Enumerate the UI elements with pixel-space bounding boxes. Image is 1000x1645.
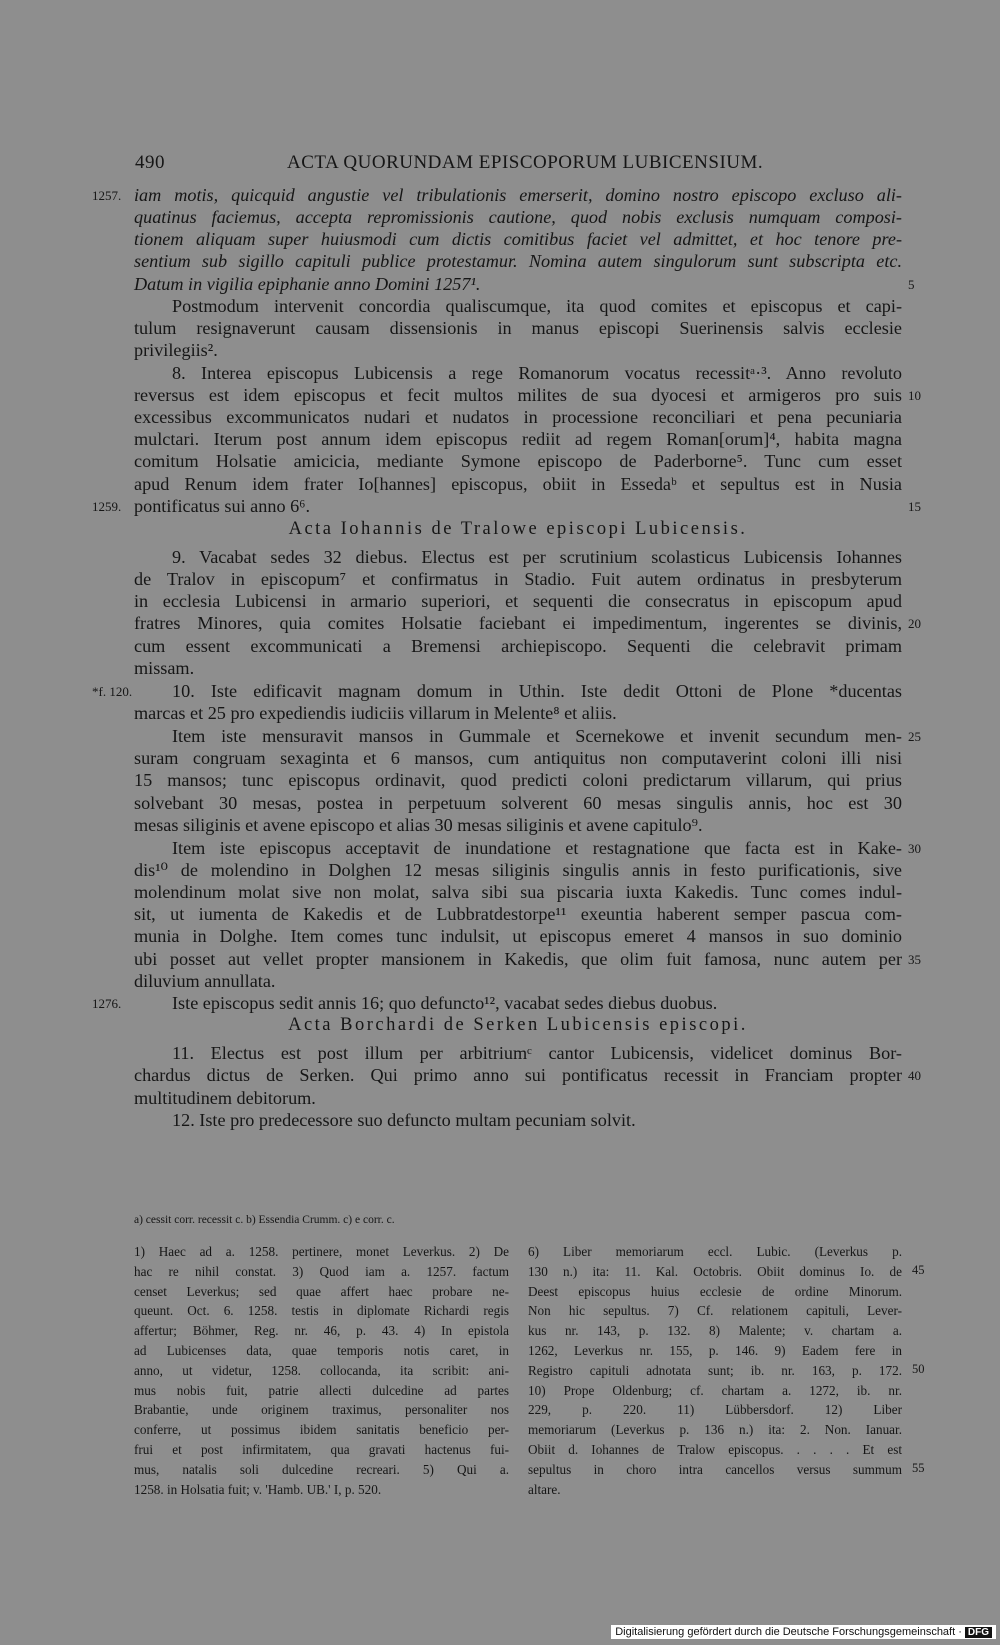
- text-line: sentium sub sigillo capituli publice protestamur. Nomina autem singulorum sunt subscripta etc.: [134, 251, 902, 271]
- text-line: 9. Vacabat sedes 32 diebus. Electus est per scrutinium scolasticus Lubicensis Iohannes: [172, 547, 902, 567]
- running-title: ACTA QUORUNDAM EPISCOPORUM LUBICENSIUM.: [287, 152, 764, 173]
- year-margin-note: *f. 120.: [92, 684, 133, 699]
- text-line: in ecclesia Lubicensi in armario superiori, et sequenti die consecratus in episcopum apud: [134, 591, 902, 611]
- footnote-line: Brabantie, unde originem traximus, personaliter nos: [134, 1402, 509, 1418]
- footnote-line: 1258. in Holsatia fuit; v. 'Hamb. UB.' I, p. 520.: [134, 1481, 382, 1497]
- footnote-line: sepultus in choro intra cancellos versus summum: [528, 1461, 902, 1477]
- footnote-line: mus nobis fuit, patrie allecti dulcedine ad partes: [134, 1382, 509, 1398]
- text-line: missam.: [134, 658, 195, 678]
- footnote-line: queunt. Oct. 6. 1258. testis in diplomate Richardi regis: [134, 1303, 509, 1319]
- text-line: ubi posset aut vellet propter mansionem in Kakedis, que olim fuit famosa, nunc autem per: [134, 949, 902, 969]
- line-number: 35: [908, 952, 921, 967]
- text-line: Datum in vigilia epiphanie anno Domini 1257¹.: [134, 274, 481, 294]
- footnote-line: 6) Liber memoriarum eccl. Lubic. (Leverkus p.: [528, 1244, 902, 1259]
- text-line: iam motis, quicquid angustie vel tribulationis emerserit, domino nostro episcopo excluso ali-: [134, 185, 902, 205]
- footnote-line: conferre, ut possimus ibidem sanitatis beneficio per-: [134, 1422, 509, 1438]
- footnote-line: Obiit d. Iohannes de Tralow episcopus. . . . . Et est: [528, 1441, 902, 1457]
- text-line: de Tralov in episcopum⁷ et confirmatus in Stadio. Fuit autem ordinatus in presbyterum: [134, 569, 902, 589]
- footnote-line: altare.: [528, 1481, 561, 1497]
- footnote-line: censet Leverkus; sed quae affert haec probare ne-: [134, 1283, 509, 1299]
- section-heading: Acta Iohannis de Tralowe episcopi Lubicensis.: [288, 519, 748, 539]
- text-line: privilegiis².: [134, 340, 218, 360]
- text-line: reversus est idem episcopus et fecit multos milites de sua dyocesi et armigeros pro suis: [134, 385, 902, 405]
- footnote-line: mus, natalis soli dulcedine recreari. 5) Qui a.: [134, 1461, 509, 1477]
- text-line: diluvium annullata.: [134, 971, 276, 991]
- footnote-line: 229, p. 220. 11) Lübbersdorf. 12) Liber: [528, 1402, 902, 1418]
- critical-apparatus: a) cessit corr. recessit c. b) Essendia Crumm. c) e corr. c.: [134, 1214, 395, 1226]
- line-number: 30: [908, 841, 921, 856]
- footnote-line: frui et post infirmitatem, qua gravati hactenus fui-: [134, 1441, 509, 1457]
- footnote-line: ad Lubicenses data, quae temporis notis caret, in: [134, 1342, 509, 1358]
- text-line: 12. Iste pro predecessore suo defuncto multam pecuniam solvit.: [172, 1110, 636, 1130]
- footnote-line: kus nr. 143, p. 132. 8) Malente; v. chartam a.: [528, 1323, 902, 1339]
- footnote-line: Non hic sepultus. 7) Cf. relationem capituli, Lever-: [528, 1303, 902, 1319]
- text-line: cum essent excommunicati a Bremensi archiepiscopo. Sequenti die celebravit primam: [134, 636, 902, 656]
- year-margin-note: 1257.: [92, 188, 122, 203]
- text-line: Item iste mensuravit mansos in Gummale et Scernekowe et invenit secundum men-: [172, 726, 902, 746]
- text-line: mulctari. Iterum post annum idem episcopus rediit ad regem Roman[orum]⁴, habita magna: [134, 429, 902, 449]
- text-line: mesas siliginis et avene episcopo et alias 30 mesas siliginis et avene capitulo⁹.: [134, 815, 703, 835]
- text-line: excessibus excommunicatos nudari et nudatos in processione reconciliari et pena pecuniaria: [134, 407, 902, 427]
- footnote-line: Registro capituli adnotata sunt; ib. nr. 163, p. 172.: [528, 1362, 902, 1378]
- dfg-logo: DFG: [965, 1627, 992, 1638]
- text-line: 15 mansos; tunc episcopus ordinavit, quod predicti coloni predictarum villarum, qui prius: [134, 770, 902, 790]
- footnote-line: hac re nihil constat. 3) Quod iam a. 1257. factum: [134, 1263, 509, 1279]
- text-line: munia in Dolghe. Item comes tunc indulsit, ut episcopus emeret 4 mansos in suo dominio: [134, 926, 902, 946]
- text-line: 11. Electus est post illum per arbitriumᶜ cantor Lubicensis, videlicet dominus Bor-: [172, 1043, 902, 1063]
- text-line: chardus dictus de Serken. Qui primo anno sui pontificatus recessit in Franciam propter: [134, 1065, 902, 1085]
- text-line: quatinus faciemus, accepta repromissionis cautione, quod nobis exclusis numquam composi-: [134, 207, 902, 227]
- line-number: 15: [908, 499, 921, 514]
- footer-text: Digitalisierung gefördert durch die Deutsche Forschungsgemeinschaft ·: [615, 1626, 962, 1638]
- text-line: solvebant 30 mesas, postea in perpetuum solverent 60 mesas singulis annis, hoc est 30: [134, 793, 902, 813]
- footnote-line: 1) Haec ad a. 1258. pertinere, monet Leverkus. 2) De: [134, 1244, 509, 1259]
- text-line: pontificatus sui anno 6⁶.: [134, 496, 311, 516]
- footnotes-left-column: [134, 1242, 509, 1499]
- year-margin-note: 1276.: [92, 996, 122, 1011]
- text-line: comitum Holsatie amicicia, mediante Symone episcopo de Paderborne⁵. Tunc cum esset: [134, 451, 902, 471]
- text-line: tionem aliquam super huiusmodi cum dictis comitibus faciet vel admittet, et hoc tenore pre-: [134, 229, 902, 249]
- text-line: dis¹⁰ de molendino in Dolghen 12 mesas siliginis singulis annis in festo purificationis, sive: [134, 860, 902, 880]
- line-number: 5: [908, 277, 915, 292]
- text-line: molendinum molat sive non molat, salva sibi sua piscaria iuxta Kakedis. Tunc comes indul-: [134, 882, 902, 902]
- text-line: apud Renum idem frater Io[hannes] episcopus, obiit in Essedaᵇ et sepultus est in Nusia: [134, 474, 902, 494]
- footnote-line-number: 55: [912, 1461, 925, 1475]
- text-line: marcas et 25 pro expediendis iudiciis villarum in Melente⁸ et aliis.: [134, 703, 617, 723]
- text-line: 10. Iste edificavit magnam domum in Uthin. Iste dedit Ottoni de Plone *ducentas: [172, 681, 902, 701]
- text-line: tulum resignaverunt causam dissensionis in manus episcopi Suerinensis salvis ecclesie: [134, 318, 902, 338]
- funding-footer: [611, 1625, 996, 1639]
- footnote-line: 1262, Leverkus nr. 155, p. 146. 9) Eadem fere in: [528, 1342, 902, 1358]
- text-line: Postmodum intervenit concordia qualiscumque, ita quod comites et episcopus et capi-: [172, 296, 902, 316]
- line-number: 20: [908, 616, 921, 631]
- line-number: 10: [908, 388, 921, 403]
- footnote-line: 10) Prope Oldenburg; cf. chartam a. 1272, ib. nr.: [528, 1382, 902, 1398]
- footnote-line: affertur; Böhmer, Reg. nr. 46, p. 43. 4) In epistola: [134, 1323, 509, 1339]
- text-line: sit, ut iumenta de Kakedis et de Lubbratdestorpe¹¹ exeuntia haberent semper pascua com-: [134, 904, 902, 924]
- page-number: 490: [135, 152, 165, 173]
- line-number: 40: [908, 1068, 921, 1083]
- section-heading: Acta Borchardi de Serken Lubicensis episcopi.: [288, 1015, 748, 1035]
- year-margin-note: 1259.: [92, 499, 122, 514]
- text-line: Iste episcopus sedit annis 16; quo defuncto¹², vacabat sedes diebus duobus.: [172, 993, 718, 1013]
- text-line: 8. Interea episcopus Lubicensis a rege Romanorum vocatus recessitᵃ·³. Anno revoluto: [172, 363, 902, 383]
- text-line: multitudinem debitorum.: [134, 1088, 316, 1108]
- text-line: Item iste episcopus acceptavit de inundatione et restagnatione que facta est in Kake-: [172, 838, 902, 858]
- footnote-line: Deest episcopus huius ecclesie de ordine Minorum.: [528, 1283, 902, 1299]
- footnote-line: 130 n.) ita: 11. Kal. Octobris. Obiit dominus Io. de: [528, 1263, 902, 1279]
- footnote-line-number: 45: [912, 1263, 925, 1277]
- footnote-line: memoriarum (Leverkus p. 136 n.) ita: 2. Non. Ianuar.: [528, 1422, 902, 1438]
- text-line: fratres Minores, quia comites Holsatie faciebant ei impedimentum, ingerentes se divinis,: [134, 613, 902, 633]
- line-number: 25: [908, 729, 921, 744]
- text-line: suram congruam sexaginta et 6 mansos, cum antiquitus non computaverint coloni illi nisi: [134, 748, 902, 768]
- footnotes-right-column: [528, 1242, 902, 1499]
- footnote-line-number: 50: [912, 1362, 925, 1376]
- footnote-line: anno, ut videtur, 1258. collocanda, ita scribit: ani-: [134, 1362, 509, 1378]
